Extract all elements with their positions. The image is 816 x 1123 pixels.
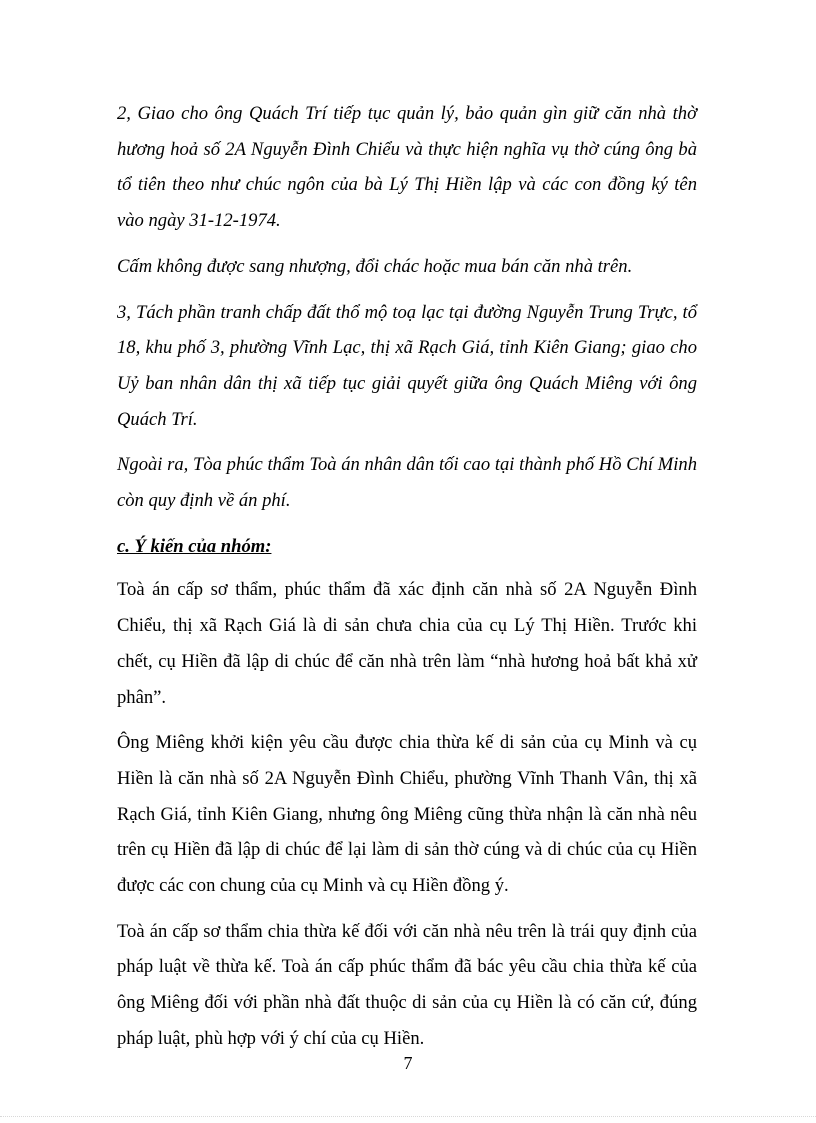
italic-paragraph-prohibition: Cấm không được sang nhượng, đổi chác hoặc mua bán căn nhà trên. [117,255,633,277]
bottom-divider [0,1116,816,1117]
page-content [117,96,697,1067]
italic-paragraph-clause-3: 3, Tách phần tranh chấp đất thổ mộ toạ lạc tại đường Nguyễn Trung Trực, tổ 18, khu phố 3, phường Vĩnh Lạc, thị xã Rạch Giá, tỉnh Kiên Giang; giao cho Uỷ ban nhân dân thị xã tiếp tục giải quyết giữa ông Quách Miêng với ông Quách Trí. [117,301,697,430]
italic-paragraph-court-fees: Ngoài ra, Tòa phúc thẩm Toà án nhân dân tối cao tại thành phố Hồ Chí Minh còn quy định về án phí. [117,454,697,512]
section-heading-group-opinion: c. Ý kiến của nhóm: [117,535,272,557]
paragraph-court-determination: Toà án cấp sơ thẩm, phúc thẩm đã xác định căn nhà số 2A Nguyễn Đình Chiểu, thị xã Rạch Giá là di sản chưa chia của cụ Lý Thị Hiền. Trước khi chết, cụ Hiền đã lập di chúc để căn nhà trên làm “nhà hương hoả bất khả xử phân”. [117,579,697,708]
paragraph-lawsuit: Ông Miêng khởi kiện yêu cầu được chia thừa kế di sản của cụ Minh và cụ Hiền là căn nhà số 2A Nguyễn Đình Chiểu, phường Vĩnh Thanh Vân, thị xã Rạch Giá, tỉnh Kiên Giang, nhưng ông Miêng cũng thừa nhận là căn nhà nêu trên cụ Hiền đã lập di chúc để lại làm di sản thờ cúng và di chúc của cụ Hiền được các con chung của cụ Minh và cụ Hiền đồng ý. [117,732,697,897]
italic-paragraph-clause-2: 2, Giao cho ông Quách Trí tiếp tục quản lý, bảo quản gìn giữ căn nhà thờ hương hoả số 2A Nguyễn Đình Chiểu và thực hiện nghĩa vụ thờ cúng ông bà tổ tiên theo như chúc ngôn của bà Lý Thị Hiền lập và các con đồng ký tên vào ngày 31-12-1974. [117,103,697,232]
page-number: 7 [403,1053,413,1073]
paragraph-conclusion: Toà án cấp sơ thẩm chia thừa kế đối với căn nhà nêu trên là trái quy định của pháp luật về thừa kế. Toà án cấp phúc thẩm đã bác yêu cầu chia thừa kế của ông Miêng đối với phần nhà đất thuộc di sản của cụ Hiền là có căn cứ, đúng pháp luật, phù hợp với ý chí của cụ Hiền. [117,920,697,1049]
